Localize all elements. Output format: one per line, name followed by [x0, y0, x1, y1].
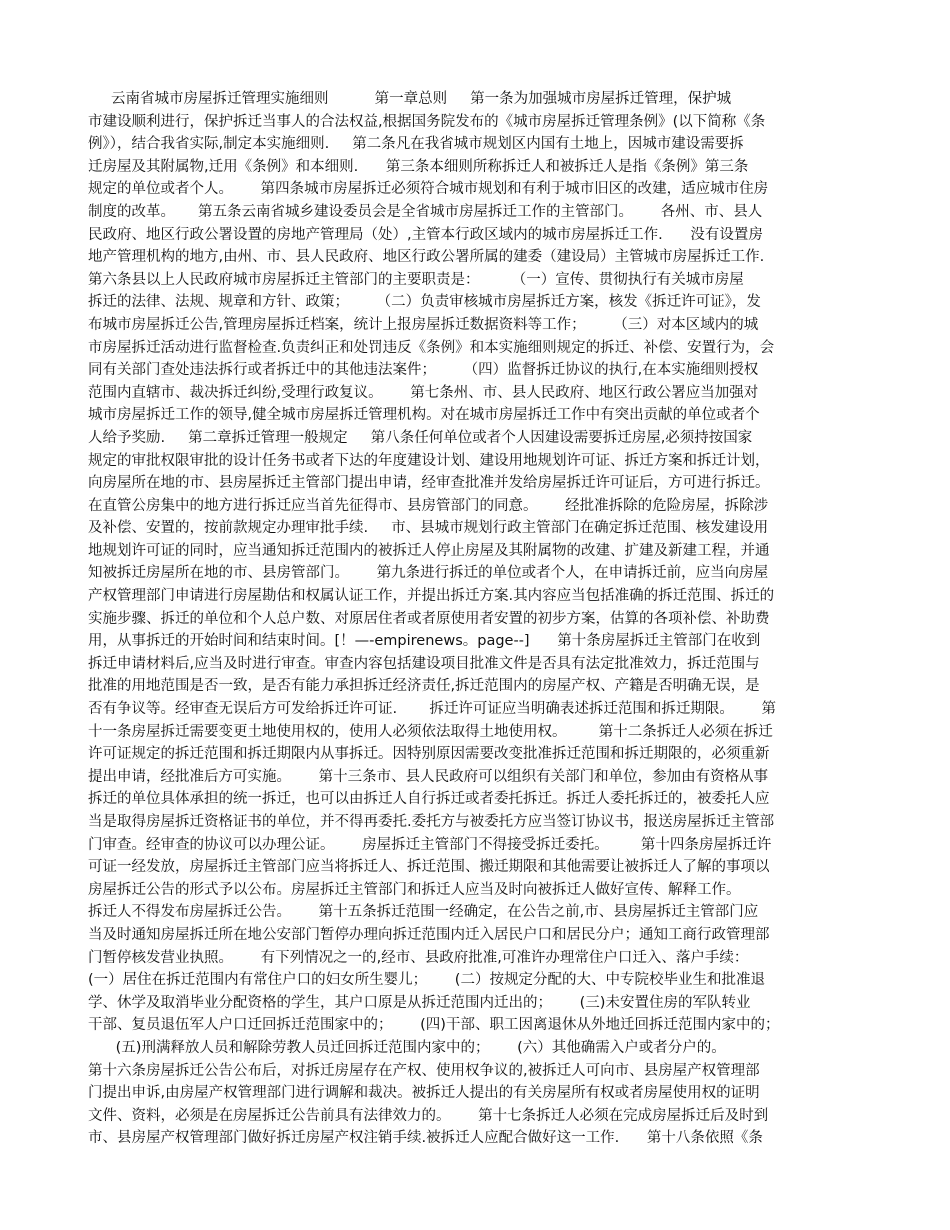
text-line: 市房屋拆迁活动进行监督检查.负责纠正和处罚违反《条例》和本实施细则规定的拆迁、补偿、安置行为，会 [88, 339, 775, 356]
text-line: 产权管理部门申请进行房屋勘估和权属认证工作，并提出拆迁方案.其内容应当包括准确的拆迁范围、拆迁的 [88, 588, 775, 605]
text-line: 否有争议等。经审查无误后方可发给拆迁许可证. 拆迁许可证应当明确表述拆迁范围和拆迁期限。 第 [88, 701, 777, 718]
text-line: 第十六条房屋拆迁公告公布后，对拆迁房屋存在产权、使用权争议的,被拆迁人可向市、县房屋产权管理部 [88, 1062, 760, 1079]
text-line: 许可证规定的拆迁范围和拆迁期限内从事拆迁。因特别原因需要改变批准拆迁范围和拆迁期限的，必须重新 [88, 746, 770, 763]
text-line: 十一条房屋拆迁需要变更土地使用权的，使用人必须依法取得土地使用权。 第十二条拆迁人必须在拆迁 [88, 723, 773, 740]
text-line: 规定的单位或者个人。 第四条城市房屋拆迁必须符合城市规划和有利于城市旧区的改建，适应城市住房 [88, 181, 769, 198]
text-line: 及补偿、安置的，按前款规定办理审批手续. 市、县城市规划行政主管部门在确定拆迁范围、核发建设用 [88, 520, 769, 537]
text-line: 向房屋所在地的市、县房屋拆迁主管部门提出申请，经审查批准并发给房屋拆迁许可证后，方可进行拆迁。 [88, 475, 770, 492]
text-line: 地产管理机构的地方,由州、市、县人民政府、地区行政公署所属的建委（建设局）主管城市房屋拆迁工作. [88, 249, 765, 266]
text-line: 门提出申诉,由房屋产权管理部门进行调解和裁决。被拆迁人提出的有关房屋所有权或者房屋使用权的证明 [88, 1085, 760, 1102]
text-line: 门审查。经审查的协议可以办理公证。 房屋拆迁主管部门不得接受拆迁委托。 第十四条房屋拆迁许 [88, 836, 772, 853]
text-line: 拆迁的法律、法规、规章和方针、政策； （二）负责审核城市房屋拆迁方案，核发《拆迁许可证》，发 [88, 294, 761, 311]
text-line: 第六条县以上人民政府城市房屋拆迁主管部门的主要职责是： （一）宣传、贯彻执行有关城市房屋 [88, 271, 744, 288]
text-line: 城市房屋拆迁工作的领导,健全城市房屋拆迁管理机构。对在城市房屋拆迁工作中有突出贡献的单位或者个 [88, 407, 760, 424]
text-line: 市建设顺利进行，保护拆迁当事人的合法权益,根据国务院发布的《城市房屋拆迁管理条例》(以下简称《条 [88, 113, 766, 130]
text-line: 制度的改革。 第五条云南省城乡建设委员会是全省城市房屋拆迁工作的主管部门。 各州、市、县人 [88, 203, 763, 220]
text-line: 民政府、地区行政公署设置的房地产管理局（处）,主管本行政区域内的城市房屋拆迁工作. 没有设置房 [88, 226, 763, 243]
text-line: 提出申请，经批准后方可实施。 第十三条市、县人民政府可以组织有关部门和单位，参加由有资格从事 [88, 768, 769, 785]
text-line: 实施步骤、拆迁的单位和个人总户数、对原居住者或者原使用者安置的初步方案，估算的各项补偿、补助费 [88, 610, 770, 627]
text-line: 市、县房屋产权管理部门做好拆迁房屋产权注销手续.被拆迁人应配合做好这一工作. 第十八条依照《条 [88, 1130, 763, 1147]
text-line: 学、休学及取消毕业分配资格的学生，其户口原是从拆迁范围内迁出的； (三)未安置住房的军队转业 [88, 994, 751, 1011]
text-line: 批准的用地范围是否一致，是否有能力承担拆迁经济责任,拆迁范围内的房屋产权、产籍是否明确无误，是 [88, 678, 760, 695]
text-line: 同有关部门查处违法拆行或者拆迁中的其他违法案件； （四）监督拆迁协议的执行,在本实施细则授权 [88, 362, 759, 379]
text-line: 范围内直辖市、裁决拆迁纠纷,受理行政复议。 第七条州、市、县人民政府、地区行政公署应当加强对 [88, 384, 759, 401]
text-line: 门暂停核发营业执照。 有下列情况之一的,经市、县政府批准,可准许办理常住户口迁入、落户手续： [88, 949, 749, 966]
document-page [88, 88, 864, 1150]
text-line: 当是取得房屋拆迁资格证书的单位，并不得再委托.委托方与被委托方应当签订协议书，报送房屋拆迁主管部 [88, 814, 775, 830]
text-line: 人给予奖励. 第二章拆迁管理一般规定 第八条任何单位或者个人因建设需要拆迁房屋,必须持按国家 [88, 429, 753, 446]
text-line: 在直管公房集中的地方进行拆迁应当首先征得市、县房管部门的同意。 经批准拆除的危险房屋，拆除涉 [88, 497, 769, 514]
text-line: 当及时通知房屋拆迁所在地公安部门暂停办理向拆迁范围内迁入居民户口和居民分户；通知工商行政管理部 [88, 926, 770, 943]
text-line: 用，从事拆迁的开始时间和结束时间。[！—-empirenews。page--] 第十条房屋拆迁主管部门在收到 [88, 633, 761, 650]
text-line: 干部、复员退伍军人户口迁回拆迁范围家中的； (四)干部、职工因离退休从外地迁回拆迁范围内家中的； [88, 1017, 780, 1034]
text-line: 布城市房屋拆迁公告,管理房屋拆迁档案，统计上报房屋拆迁数据资料等工作； （三）对本区域内的城 [88, 316, 759, 333]
text-line: 拆迁人不得发布房屋拆迁公告。 第十五条拆迁范围一经确定，在公告之前,市、县房屋拆迁主管部门应 [88, 904, 759, 921]
text-line: 云南省城市房屋拆迁管理实施细则 第一章总则 第一条为加强城市房屋拆迁管理，保护城 [88, 91, 732, 107]
text-line: 知被拆迁房屋所在地的市、县房管部门。 第九条进行拆迁的单位或者个人，在申请拆迁前，应当向房屋 [88, 565, 769, 582]
text-line: 文件、资料，必须是在房屋拆迁公告前具有法律效力的。 第十七条拆迁人必须在完成房屋拆迁后及时到 [88, 1107, 769, 1124]
text-line: 可证一经发放，房屋拆迁主管部门应当将拆迁人、拆迁范围、搬迁期限和其他需要让被拆迁人了解的事项以 [88, 859, 770, 876]
text-line: 拆迁申请材料后,应当及时进行审查。审查内容包括建设项目批准文件是否具有法定批准效力，拆迁范围与 [88, 655, 760, 672]
text-line: 房屋拆迁公告的形式予以公布。房屋拆迁主管部门和拆迁人应当及时向被拆迁人做好宣传、解释工作。 [88, 881, 741, 898]
text-line: 例》），结合我省实际,制定本实施细则. 第二条凡在我省城市规划区内国有土地上，因城市建设需要拆 [88, 136, 744, 153]
text-line: (一）居住在拆迁范围内有常住户口的妇女所生婴儿； (二）按规定分配的大、中专院校毕业生和批准退 [88, 972, 765, 989]
text-line: 拆迁的单位具体承担的统一拆迁，也可以由拆迁人自行拆迁或者委托拆迁。拆迁人委托拆迁的，被委托人应 [88, 791, 770, 808]
text-line: 规定的审批权限审批的设计任务书或者下达的年度建设计划、建设用地规划许可证、拆迁方案和拆迁计划， [88, 452, 770, 469]
text-line: 迁房屋及其附属物,迁用《条例》和本细则. 第三条本细则所称拆迁人和被拆迁人是指《条例》第三条 [88, 158, 749, 175]
text-line: (五)刑满释放人员和解除劳教人员迁回拆迁范围内家中的； (六）其他确需入户或者分户的。 [88, 1039, 726, 1056]
text-line: 地规划许可证的同时，应当通知拆迁范围内的被拆迁人停止房屋及其附属物的改建、扩建及新建工程，并通 [88, 542, 770, 559]
